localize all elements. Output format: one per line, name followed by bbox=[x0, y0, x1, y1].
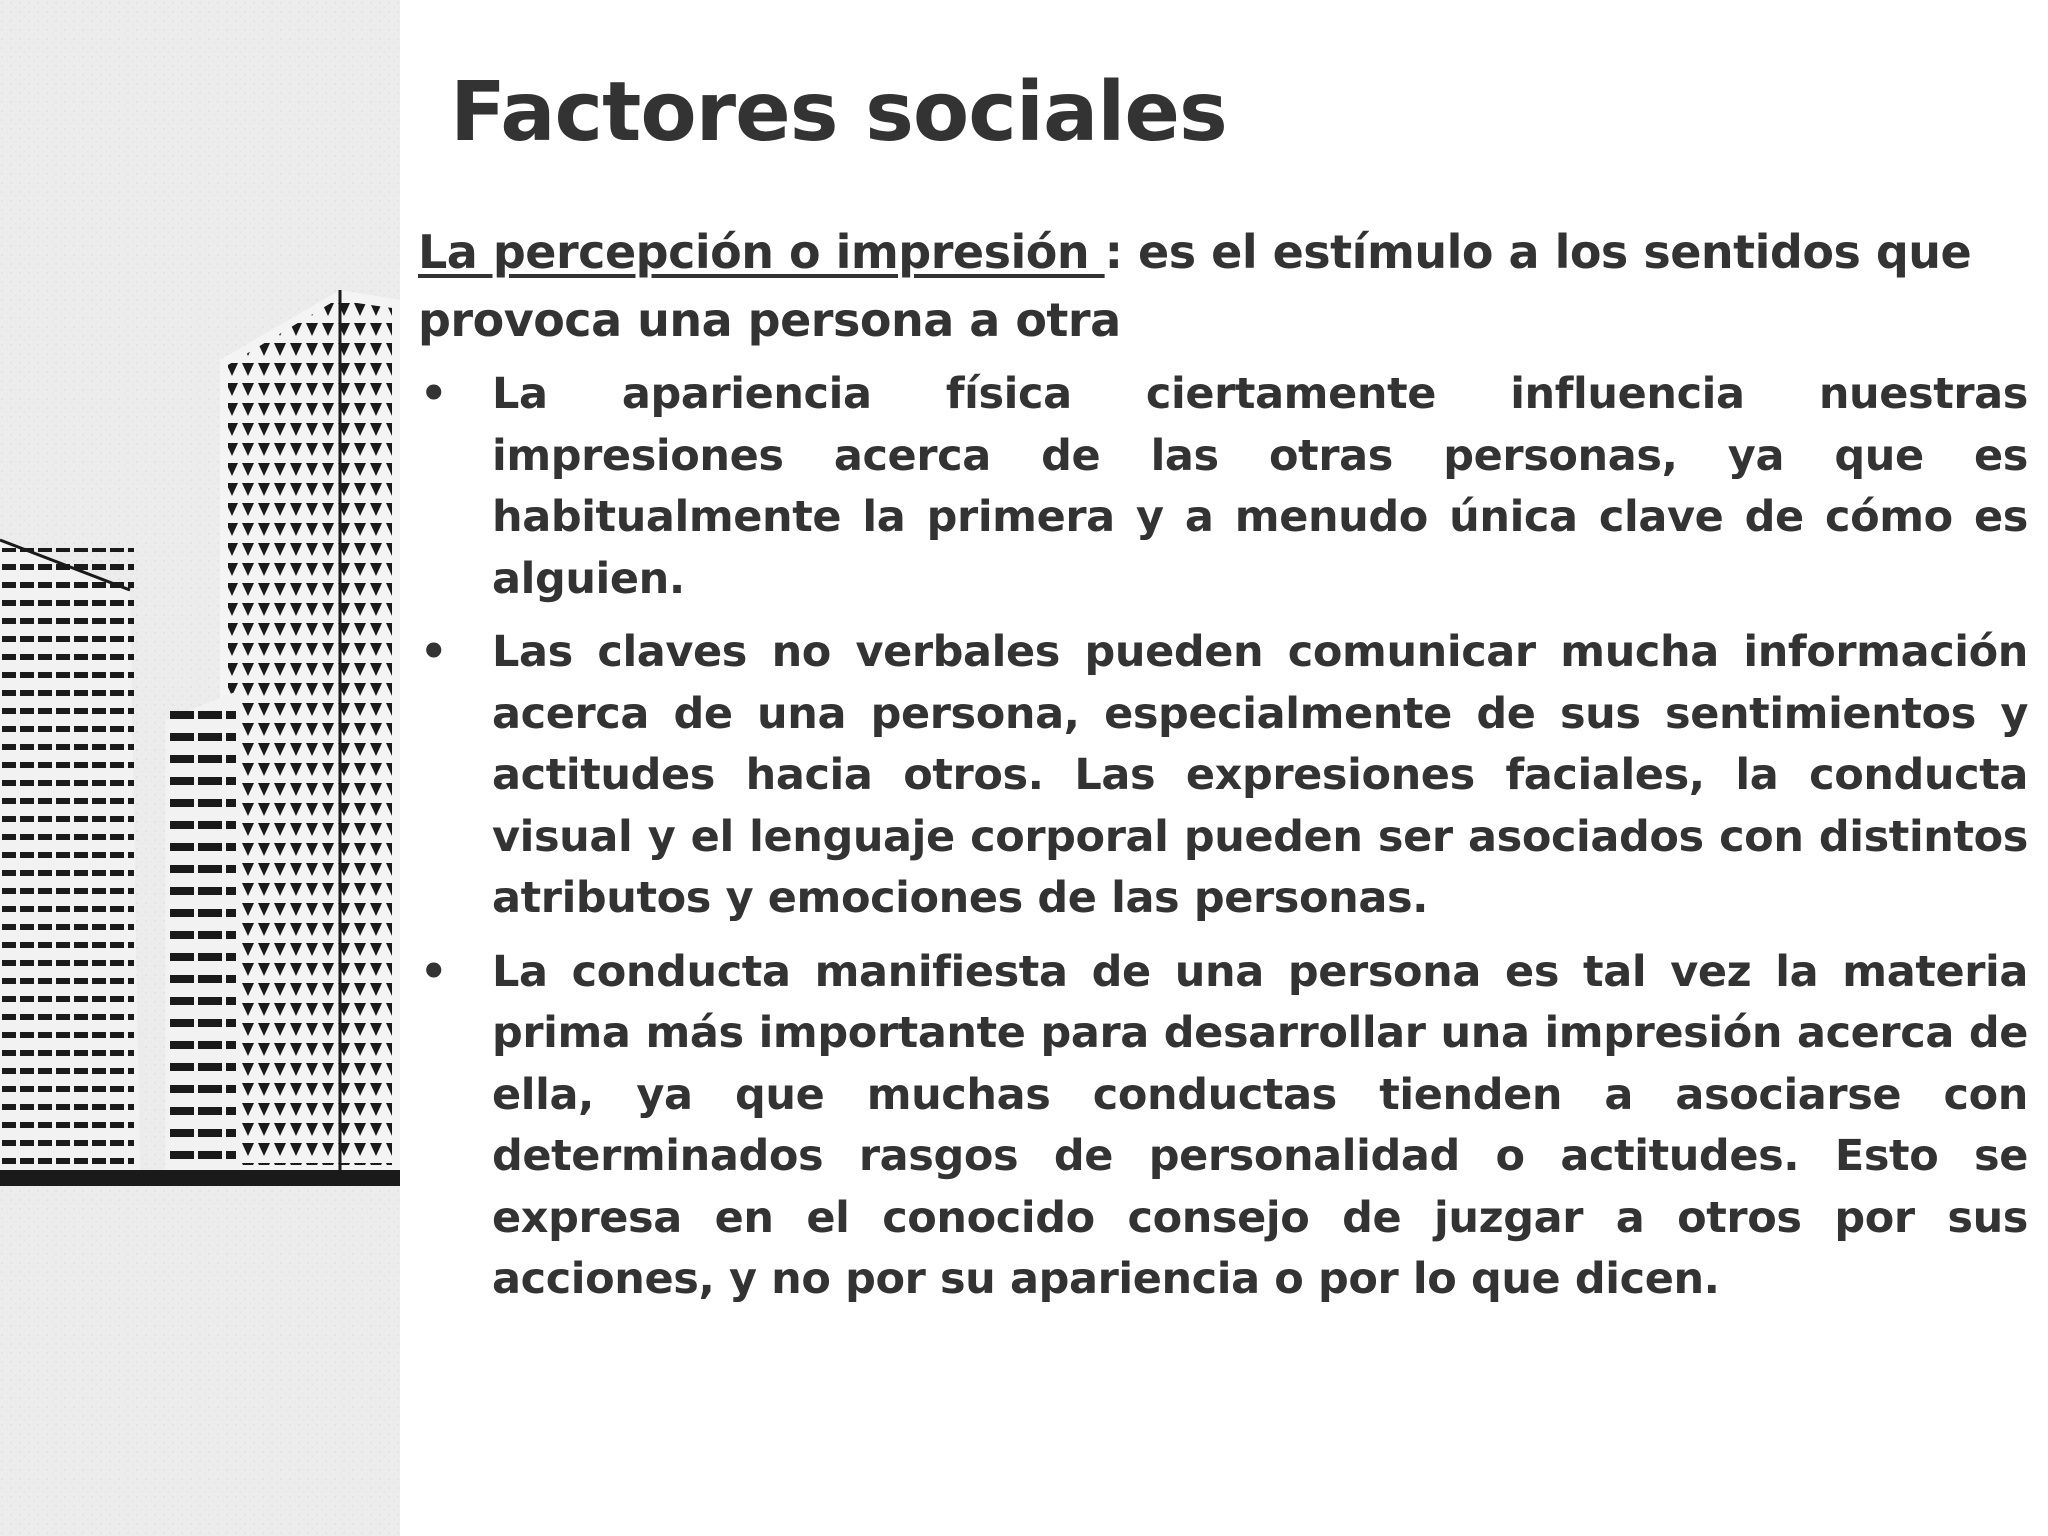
tower-right bbox=[220, 290, 400, 1170]
defined-term: La percepción o impresión bbox=[418, 225, 1105, 279]
definition-text: : es el estímulo a los sentidos que provoca una persona a otra bbox=[418, 225, 1972, 347]
list-item bbox=[418, 364, 2028, 610]
slide-title: Factores sociales bbox=[450, 65, 1227, 160]
bullet-icon: • bbox=[420, 627, 448, 677]
bullet-text: La apariencia física ciertamente influencia nuestras impresiones acerca de las otras personas, ya que es habitualmente la primera y a menudo única clave de cómo es alguien. bbox=[492, 369, 2028, 604]
tower-middle bbox=[165, 690, 240, 1170]
tower-left bbox=[0, 540, 140, 1170]
skyscrapers-illustration bbox=[0, 0, 400, 1536]
bullet-text: La conducta manifiesta de una persona es tal vez la materia prima más importante para desarrollar una impresión acerca de ella, ya que muchas conductas tienden a asociarse con determinados rasgos de personalidad o actitudes. Esto se expresa en el conocido consejo de juzgar a otros por sus acciones, y no por su apariencia o por lo que dicen. bbox=[492, 946, 2028, 1304]
ground-line bbox=[0, 1170, 400, 1186]
list-item bbox=[418, 622, 2028, 930]
bullet-icon: • bbox=[420, 946, 448, 997]
list-item bbox=[418, 942, 2028, 1311]
bullet-list bbox=[418, 364, 2028, 1311]
intro-paragraph bbox=[418, 218, 2028, 354]
bullet-text: Las claves no verbales pueden comunicar mucha información acerca de una persona, especialmente de sus sentimientos y actitudes hacia otros. Las expresiones faciales, la conducta visual y el lenguaje corporal pueden ser asociados con distintos atributos y emociones de las personas. bbox=[492, 627, 2028, 923]
slide-body bbox=[418, 218, 2028, 1323]
bullet-icon: • bbox=[420, 369, 448, 419]
